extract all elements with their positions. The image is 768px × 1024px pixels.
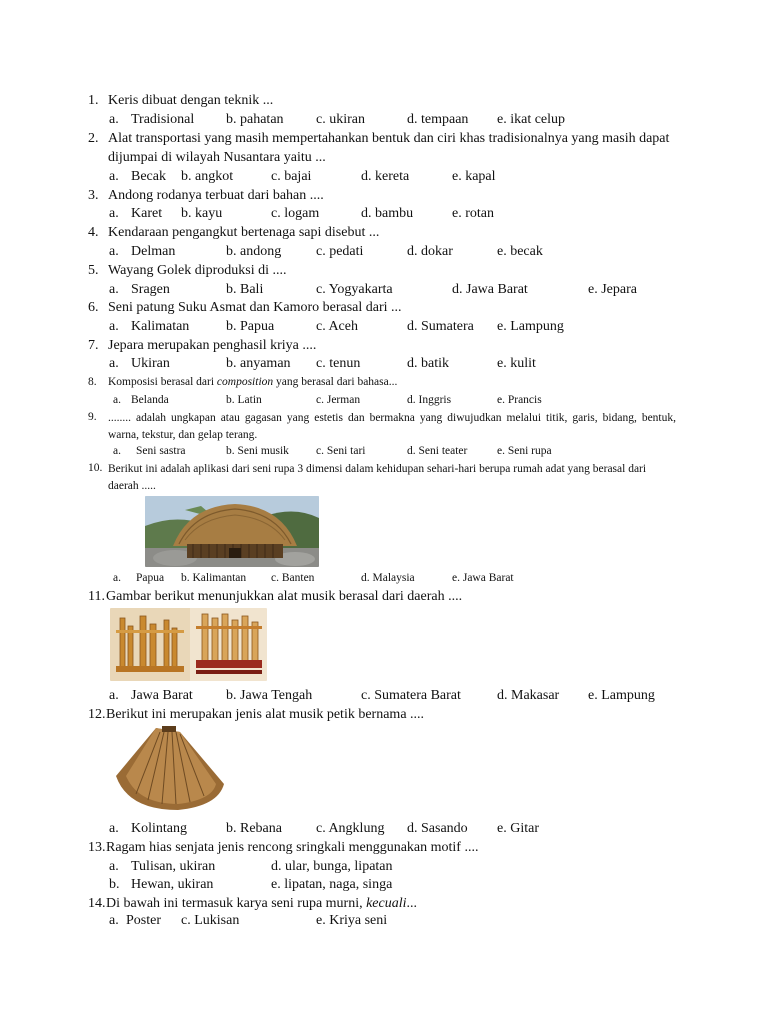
option-e[interactable]: e. ikat celup xyxy=(497,112,566,127)
option-a[interactable]: Papua xyxy=(136,572,165,584)
option-d[interactable]: d. ular, bunga, lipatan xyxy=(271,859,393,874)
question-text: Kendaraan pengangkut bertenaga sapi disebut ... xyxy=(108,225,380,240)
question-number: 2. xyxy=(88,131,99,146)
option-e[interactable]: e. Prancis xyxy=(497,394,542,406)
option-d[interactable]: d. Jawa Barat xyxy=(452,282,528,297)
option-a[interactable]: Jawa Barat xyxy=(131,688,193,703)
question-number: 13. xyxy=(88,840,106,855)
option-e[interactable]: e. Kriya seni xyxy=(316,913,388,928)
option-a[interactable]: Becak xyxy=(131,169,166,184)
option-d[interactable]: d. tempaan xyxy=(407,112,469,127)
question-text: Berikut ini merupakan jenis alat musik petik bernama .... xyxy=(106,707,425,722)
option-b[interactable]: b. andong xyxy=(226,244,282,259)
question-text: Alat transportasi yang masih mempertahankan bentuk dan ciri khas tradisionalnya yang masih dapat xyxy=(108,131,670,146)
option-b[interactable]: b. kayu xyxy=(181,206,223,221)
question-text-continued: dijumpai di wilayah Nusantara yaitu ... xyxy=(108,150,326,165)
option-d[interactable]: d. Sasando xyxy=(407,821,468,836)
option-letter[interactable]: a. xyxy=(113,572,121,584)
option-c[interactable]: c. pedati xyxy=(316,244,364,259)
honai-house-image xyxy=(145,496,319,567)
option-c[interactable]: c. Seni tari xyxy=(316,445,366,457)
option-e[interactable]: e. kapal xyxy=(452,169,496,184)
option-b[interactable]: b. anyaman xyxy=(226,356,291,371)
option-c[interactable]: c. Angklung xyxy=(316,821,385,836)
question-text: Seni patung Suku Asmat dan Kamoro berasal dari ... xyxy=(108,300,402,315)
option-c[interactable]: c. logam xyxy=(271,206,320,221)
option-c[interactable]: c. ukiran xyxy=(316,112,365,127)
question-number: 11. xyxy=(88,589,105,604)
option-c[interactable]: c. Aceh xyxy=(316,319,358,334)
option-e[interactable]: e. Lampung xyxy=(588,688,655,703)
option-letter[interactable]: a. xyxy=(109,688,119,703)
question-number: 6. xyxy=(88,300,99,315)
option-a[interactable]: Sragen xyxy=(131,282,170,297)
question-number: 12. xyxy=(88,707,106,722)
option-e[interactable]: e. Jawa Barat xyxy=(452,572,514,584)
question-number: 14. xyxy=(88,896,106,911)
question-text: Ragam hias senjata jenis rencong sringkali menggunakan motif .... xyxy=(106,840,479,855)
option-a[interactable]: Tulisan, ukiran xyxy=(131,859,216,874)
option-c[interactable]: c. Lukisan xyxy=(181,913,240,928)
option-e[interactable]: e. becak xyxy=(497,244,543,259)
option-letter[interactable]: a. xyxy=(109,913,119,928)
option-b[interactable]: b. Seni musik xyxy=(226,445,289,457)
question-text: Jepara merupakan penghasil kriya .... xyxy=(108,338,317,353)
option-d[interactable]: d. Makasar xyxy=(497,688,560,703)
option-c[interactable]: c. tenun xyxy=(316,356,361,371)
option-c[interactable]: c. Sumatera Barat xyxy=(361,688,461,703)
question-number: 4. xyxy=(88,225,99,240)
question-text: Andong rodanya terbuat dari bahan .... xyxy=(108,188,324,203)
option-b[interactable]: Hewan, ukiran xyxy=(131,877,214,892)
option-d[interactable]: d. batik xyxy=(407,356,449,371)
option-d[interactable]: d. Seni teater xyxy=(407,445,468,457)
question-text: Wayang Golek diproduksi di .... xyxy=(108,263,287,278)
question-9-text: ........ adalah ungkapan atau gagasan yang estetis dan bermakna yang diwujudkan melalui titik, garis, bidang, bentuk, warna, tekstur, dan gelap terang. xyxy=(108,412,676,441)
option-a[interactable]: Seni sastra xyxy=(136,445,186,457)
option-e[interactable]: e. rotan xyxy=(452,206,494,221)
option-e[interactable]: e. kulit xyxy=(497,356,536,371)
option-b[interactable]: b. Bali xyxy=(226,282,264,297)
option-b[interactable]: b. angkot xyxy=(181,169,234,184)
option-a[interactable]: Delman xyxy=(131,244,176,259)
question-number: 5. xyxy=(88,263,99,278)
option-letter[interactable]: a. xyxy=(109,244,119,259)
option-a[interactable]: Belanda xyxy=(131,394,169,406)
question-number: 7. xyxy=(88,338,99,353)
option-d[interactable]: d. Malaysia xyxy=(361,572,415,584)
option-b[interactable]: b. pahatan xyxy=(226,112,284,127)
option-c[interactable]: c. Jerman xyxy=(316,394,361,406)
angklung-image xyxy=(110,608,267,681)
worksheet-page: 1. Keris dibuat dengan teknik ... a. Tradisional b. pahatan c. ukiran d. tempaan e. ikat celup 2. Alat transportasi yang masih mempertahankan bentuk dan ciri khas tradisionalnya yang masih dapat dijumpai di wilayah Nusantara yaitu ... a. Becak b. angkot c. bajai d. kereta e. kapal 3. Andong rodanya terbuat dari bahan .... a. Karet b. kayu c. logam d. bambu e. rotan 4. Kendaraan pengangkut bertenaga sapi disebut ... a. Delman b. andong c. pedati d. dokar e. becak 5. Wayang Golek diproduksi di .... a. Sragen b. Bali c. Yogyakarta d. Jawa Barat e. Jepara 6. Seni patung Suku Asmat dan Kamoro berasal dari ... a. Kalimatan b. Papua c. Aceh d. Sumatera e. Lampung 7. Jepara merupakan penghasil kriya .... a. Ukiran b. anyaman c. tenun d. batik e. kulit 8. Komposisi berasal dari composition yang berasal dari bahasa... a. Belanda b. Latin c. Jerman d. Inggris e. Prancis 9. ........ adalah ungkapan atau gagasan yang estetis dan bermakna yang diwujudkan melalui titik, garis, bidang, bentuk, warna, tekstur, dan gelap terang. a. Seni sastra b. Seni musik c. Seni tari d. Seni teater e. Seni rupa 10. Berikut ini adalah aplikasi dari seni rupa 3 dimensi dalam kehidupan sehari-hari berupa rumah adat yang berasal dari daerah ..... a. Papua b. Kalimantan c. Banten d. Malaysia e. Jawa Barat 11. Gambar berikut menunjukkan alat musik berasal dari daerah .... a. Jawa Barat b. Jawa Tengah c. Sumatera Barat d. Makasar e. Lampung 12. Berikut ini merupakan jenis alat musik petik bernama .... a. Kolintang b. Rebana c. Angklung d. Sasando e. Gitar 13. Ragam hias senjata jenis rencong sringkali menggunakan motif .... a. Tulisan, ukiran d. ular, bunga, lipatan b. Hewan, ukiran e. lipatan, naga, singa 14. Di bawah ini termasuk karya seni rupa murni, kecuali... a. Poster c. Lukisan e. Kriya seni xyxy=(88,93,676,928)
option-d[interactable]: d. bambu xyxy=(361,206,414,221)
option-letter[interactable]: a. xyxy=(109,821,119,836)
option-d[interactable]: d. Sumatera xyxy=(407,319,474,334)
option-letter[interactable]: a. xyxy=(109,112,119,127)
option-a[interactable]: Poster xyxy=(126,913,161,928)
option-letter[interactable]: a. xyxy=(109,169,119,184)
option-e[interactable]: e. Gitar xyxy=(497,821,539,836)
option-a[interactable]: Kolintang xyxy=(131,821,187,836)
question-number: 8. xyxy=(88,376,97,388)
sasando-image xyxy=(108,724,228,814)
option-a[interactable]: Tradisional xyxy=(131,112,195,127)
option-letter[interactable]: a. xyxy=(113,445,121,457)
option-b[interactable]: b. Kalimantan xyxy=(181,572,247,584)
option-letter[interactable]: b. xyxy=(109,877,120,892)
question-text: Gambar berikut menunjukkan alat musik berasal dari daerah .... xyxy=(106,589,463,604)
option-letter[interactable]: a. xyxy=(109,356,119,371)
option-a[interactable]: Ukiran xyxy=(131,356,170,371)
option-b[interactable]: b. Papua xyxy=(226,319,275,334)
question-number: 1. xyxy=(88,93,99,108)
option-letter[interactable]: a. xyxy=(109,859,119,874)
question-text: Di bawah ini termasuk karya seni rupa murni, kecuali... xyxy=(106,896,418,911)
option-e[interactable]: e. Jepara xyxy=(588,282,637,297)
option-d[interactable]: d. dokar xyxy=(407,244,453,259)
option-e[interactable]: e. Seni rupa xyxy=(497,445,552,457)
option-letter[interactable]: a. xyxy=(109,206,119,221)
question-text: Komposisi berasal dari composition yang berasal dari bahasa... xyxy=(108,376,398,388)
option-e[interactable]: e. Lampung xyxy=(497,319,564,334)
question-number: 3. xyxy=(88,188,99,203)
question-10-text: Berikut ini adalah aplikasi dari seni rupa 3 dimensi dalam kehidupan sehari-hari berupa rumah adat yang berasal dari daerah ..... xyxy=(108,463,647,492)
option-d[interactable]: d. kereta xyxy=(361,169,410,184)
option-a[interactable]: Karet xyxy=(131,206,163,221)
option-d[interactable]: d. Inggris xyxy=(407,394,452,406)
option-letter[interactable]: a. xyxy=(109,282,119,297)
question-text: Keris dibuat dengan teknik ... xyxy=(108,93,274,108)
option-c[interactable]: c. Yogyakarta xyxy=(316,282,393,297)
option-a[interactable]: Kalimatan xyxy=(131,319,190,334)
option-c[interactable]: c. bajai xyxy=(271,169,312,184)
option-c[interactable]: c. Banten xyxy=(271,572,315,584)
option-b[interactable]: b. Jawa Tengah xyxy=(226,688,313,703)
option-b[interactable]: b. Rebana xyxy=(226,821,282,836)
option-e[interactable]: e. lipatan, naga, singa xyxy=(271,877,393,892)
option-letter[interactable]: a. xyxy=(113,394,121,406)
option-b[interactable]: b. Latin xyxy=(226,394,262,406)
option-letter[interactable]: a. xyxy=(109,319,119,334)
